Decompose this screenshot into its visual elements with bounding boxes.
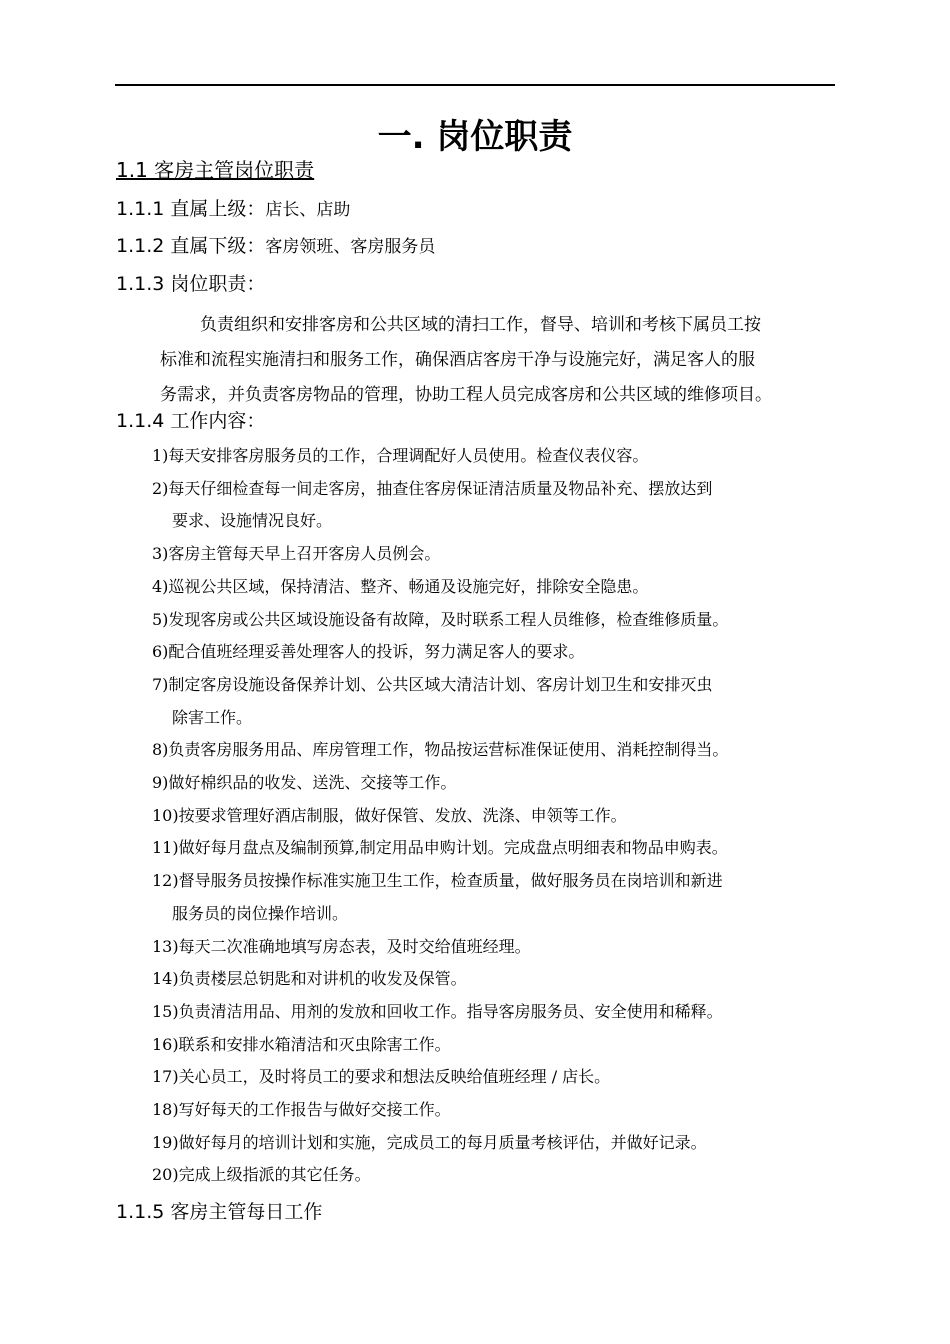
paragraph-line: 负责组织和安排客房和公共区域的清扫工作，督导、培训和考核下属员工按 — [200, 315, 761, 335]
header-rule — [115, 84, 835, 86]
list-item — [152, 571, 852, 604]
list-item — [152, 963, 852, 996]
list-item-line: 6)配合值班经理妥善处理客人的投诉，努力满足客人的要求。 — [152, 642, 585, 662]
list-item — [152, 604, 852, 637]
list-item-line: 13)每天二次准确地填写房态表，及时交给值班经理。 — [152, 936, 531, 956]
list-item-line: 2)每天仔细检查每一间走客房，抽查住客房保证清洁质量及物品补充、摆放达到 — [152, 478, 713, 498]
subsection-text: 店长、店助 — [265, 200, 351, 220]
list-item-line: 14)负责楼层总钥匙和对讲机的收发及保管。 — [152, 969, 467, 989]
list-item-line: 要求、设施情况良好。 — [172, 511, 333, 531]
list-item — [152, 636, 852, 669]
list-item — [152, 538, 852, 571]
list-item-line: 16)联系和安排水箱清洁和灭虫除害工作。 — [152, 1034, 451, 1054]
subsection-duties — [116, 270, 265, 298]
subsection-label: 1.1.2 直属下级： — [116, 235, 266, 257]
list-item-line: 服务员的岗位操作培训。 — [172, 903, 349, 923]
paragraph-line: 标准和流程实施清扫和服务工作，确保酒店客房干净与设施完好，满足客人的服 — [160, 350, 755, 370]
list-item — [152, 1061, 852, 1094]
subsection-work-content — [116, 407, 265, 435]
list-item — [152, 1094, 852, 1127]
list-item-line: 19)做好每月的培训计划和实施，完成员工的每月质量考核评估，并做好记录。 — [152, 1132, 707, 1152]
list-item-line: 11)做好每月盘点及编制预算,制定用品申购计划。完成盘点明细表和物品申购表。 — [152, 838, 728, 858]
list-item-line: 9)做好棉织品的收发、送洗、交接等工作。 — [152, 773, 457, 793]
list-item — [152, 800, 852, 833]
subsection-label: 1.1.4 工作内容： — [116, 410, 266, 432]
list-item-line: 除害工作。 — [172, 707, 253, 727]
list-item-line: 18)写好每天的工作报告与做好交接工作。 — [152, 1100, 451, 1120]
subsection-daily-work — [116, 1198, 322, 1226]
list-item-line: 15)负责清洁用品、用剂的发放和回收工作。指导客房服务员、安全使用和稀释。 — [152, 1001, 723, 1021]
list-item — [152, 832, 852, 865]
list-item — [152, 473, 852, 538]
list-item-line: 8)负责客房服务用品、库房管理工作，物品按运营标准保证使用、消耗控制得当。 — [152, 740, 729, 760]
list-item — [152, 931, 852, 964]
list-item — [152, 1029, 852, 1062]
paragraph-line: 务需求，并负责客房物品的管理，协助工程人员完成客房和公共区域的维修项目。 — [160, 385, 772, 405]
subsection-label: 1.1.1 直属上级： — [116, 198, 266, 220]
list-item — [152, 440, 852, 473]
duties-paragraph — [160, 308, 850, 413]
list-item — [152, 865, 852, 930]
subsection-label: 1.1.5 客房主管每日工作 — [116, 1201, 323, 1223]
page-title: 一. 岗位职责 — [377, 117, 573, 157]
list-item-line: 10)按要求管理好酒店制服，做好保管、发放、洗涤、申领等工作。 — [152, 805, 627, 825]
work-content-list — [152, 440, 852, 1192]
list-item — [152, 996, 852, 1029]
subsection-direct-superior — [116, 195, 350, 224]
list-item — [152, 669, 852, 734]
list-item — [152, 734, 852, 767]
list-item-line: 17)关心员工，及时将员工的要求和想法反映给值班经理 / 店长。 — [152, 1067, 611, 1087]
list-item — [152, 1127, 852, 1160]
subsection-direct-subordinate — [116, 232, 435, 261]
list-item-line: 4)巡视公共区域，保持清洁、整齐、畅通及设施完好，排除安全隐患。 — [152, 576, 649, 596]
list-item — [152, 767, 852, 800]
subsection-label: 1.1.3 岗位职责： — [116, 273, 266, 295]
list-item — [152, 1159, 852, 1192]
list-item-line: 5)发现客房或公共区域设施设备有故障，及时联系工程人员维修，检查维修质量。 — [152, 609, 729, 629]
list-item-line: 20)完成上级指派的其它任务。 — [152, 1165, 371, 1185]
list-item-line: 12)督导服务员按操作标准实施卫生工作，检查质量，做好服务员在岗培训和新进 — [152, 871, 723, 891]
section-heading: 1.1 客房主管岗位职责 — [116, 158, 315, 182]
list-item-line: 1)每天安排客房服务员的工作，合理调配好人员使用。检查仪表仪容。 — [152, 446, 649, 465]
list-item-line: 3)客房主管每天早上召开客房人员例会。 — [152, 544, 441, 564]
list-item-line: 7)制定客房设施设备保养计划、公共区域大清洁计划、客房计划卫生和安排灭虫 — [152, 674, 713, 694]
subsection-text: 客房领班、客房服务员 — [265, 237, 436, 257]
